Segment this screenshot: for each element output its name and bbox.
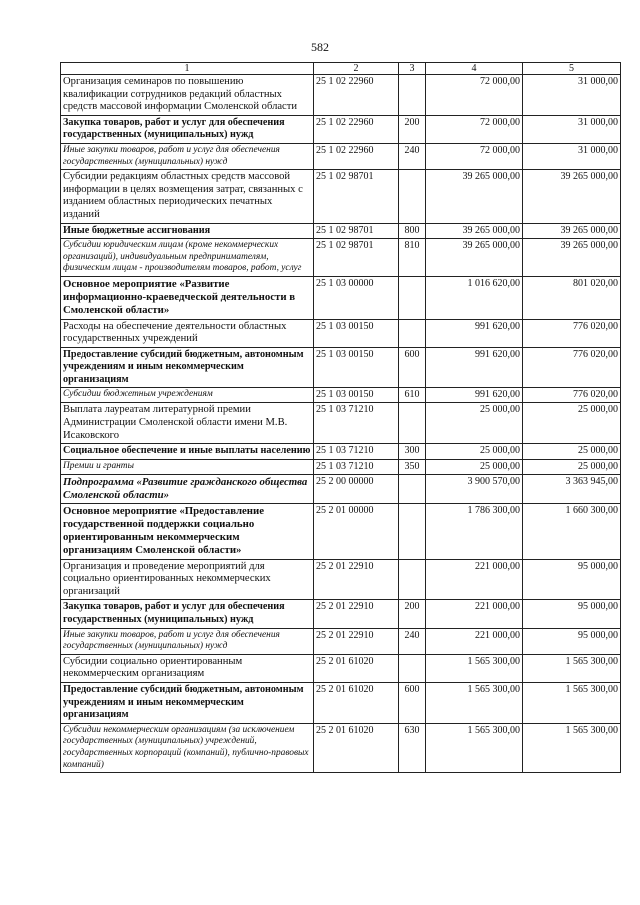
- table-row: [61, 223, 621, 239]
- table-row: [61, 683, 621, 724]
- expense-type-cell: [399, 654, 426, 682]
- amount-year1-cell: 25 000,00: [426, 403, 523, 444]
- target-code-cell: 25 1 03 71210: [314, 459, 399, 474]
- table-row: [61, 347, 621, 388]
- amount-year2-cell: 3 363 945,00: [523, 474, 621, 503]
- amount-year2-cell: 39 265 000,00: [523, 239, 621, 277]
- amount-year1-cell: 1 565 300,00: [426, 723, 523, 772]
- amount-year2-cell: 95 000,00: [523, 559, 621, 600]
- amount-year2-cell: 31 000,00: [523, 75, 621, 116]
- target-code-cell: 25 2 01 61020: [314, 654, 399, 682]
- amount-year2-cell: 39 265 000,00: [523, 223, 621, 239]
- amount-year2-cell: 31 000,00: [523, 143, 621, 169]
- expense-type-cell: [399, 474, 426, 503]
- amount-year1-cell: 39 265 000,00: [426, 170, 523, 223]
- expense-type-cell: 200: [399, 600, 426, 628]
- target-code-cell: 25 2 01 00000: [314, 503, 399, 559]
- table-row: [61, 143, 621, 169]
- amount-year1-cell: 3 900 570,00: [426, 474, 523, 503]
- expense-type-cell: 610: [399, 388, 426, 403]
- amount-year1-cell: 39 265 000,00: [426, 223, 523, 239]
- expense-type-cell: [399, 75, 426, 116]
- row-name-cell: Иные закупки товаров, работ и услуг для обеспечения государственных (муниципальных) нужд: [61, 143, 314, 169]
- table-row: [61, 654, 621, 682]
- target-code-cell: 25 1 02 22960: [314, 115, 399, 143]
- amount-year2-cell: 776 020,00: [523, 347, 621, 388]
- expense-type-cell: 300: [399, 444, 426, 460]
- expense-type-cell: 350: [399, 459, 426, 474]
- row-name-cell: Основное мероприятие «Развитие информационно-краеведческой деятельности в Смоленской области»: [61, 276, 314, 319]
- amount-year2-cell: 776 020,00: [523, 388, 621, 403]
- row-name-cell: Подпрограмма «Развитие гражданского общества Смоленской области»: [61, 474, 314, 503]
- amount-year2-cell: 25 000,00: [523, 403, 621, 444]
- target-code-cell: 25 2 01 22910: [314, 628, 399, 654]
- amount-year1-cell: 1 565 300,00: [426, 654, 523, 682]
- table-row: [61, 403, 621, 444]
- amount-year1-cell: 991 620,00: [426, 347, 523, 388]
- table-row: [61, 459, 621, 474]
- row-name-cell: Премии и гранты: [61, 459, 314, 474]
- table-row: [61, 75, 621, 116]
- amount-year1-cell: 1 565 300,00: [426, 683, 523, 724]
- amount-year1-cell: 72 000,00: [426, 143, 523, 169]
- expense-type-cell: [399, 170, 426, 223]
- table-row: [61, 239, 621, 277]
- expense-type-cell: [399, 276, 426, 319]
- amount-year2-cell: 39 265 000,00: [523, 170, 621, 223]
- target-code-cell: 25 2 01 22910: [314, 600, 399, 628]
- target-code-cell: 25 1 03 00000: [314, 276, 399, 319]
- target-code-cell: 25 1 03 71210: [314, 403, 399, 444]
- row-name-cell: Организация семинаров по повышению квалификации сотрудников редакций областных средств массовой информации Смоленской области: [61, 75, 314, 116]
- table-row: [61, 628, 621, 654]
- amount-year1-cell: 72 000,00: [426, 75, 523, 116]
- expense-type-cell: [399, 403, 426, 444]
- table-row: [61, 170, 621, 223]
- target-code-cell: 25 2 00 00000: [314, 474, 399, 503]
- row-name-cell: Организация и проведение мероприятий для социально ориентированных некоммерческих организаций: [61, 559, 314, 600]
- row-name-cell: Иные бюджетные ассигнования: [61, 223, 314, 239]
- target-code-cell: 25 2 01 61020: [314, 683, 399, 724]
- table-header-row: [61, 63, 621, 75]
- row-name-cell: Предоставление субсидий бюджетным, автономным учреждениям и иным некоммерческим организациям: [61, 683, 314, 724]
- amount-year1-cell: 221 000,00: [426, 628, 523, 654]
- row-name-cell: Субсидии социально ориентированным некоммерческим организациям: [61, 654, 314, 682]
- target-code-cell: 25 1 02 98701: [314, 223, 399, 239]
- target-code-cell: 25 1 03 00150: [314, 388, 399, 403]
- target-code-cell: 25 1 03 00150: [314, 347, 399, 388]
- column-header-5: 5: [523, 63, 621, 75]
- table-row: [61, 559, 621, 600]
- amount-year1-cell: 221 000,00: [426, 559, 523, 600]
- column-header-2: 2: [314, 63, 399, 75]
- target-code-cell: 25 1 02 98701: [314, 170, 399, 223]
- expense-type-cell: 630: [399, 723, 426, 772]
- table-row: [61, 600, 621, 628]
- amount-year1-cell: 25 000,00: [426, 459, 523, 474]
- amount-year2-cell: 1 660 300,00: [523, 503, 621, 559]
- amount-year2-cell: 31 000,00: [523, 115, 621, 143]
- budget-table: [60, 62, 621, 773]
- target-code-cell: 25 1 03 00150: [314, 319, 399, 347]
- row-name-cell: Расходы на обеспечение деятельности областных государственных учреждений: [61, 319, 314, 347]
- row-name-cell: Закупка товаров, работ и услуг для обеспечения государственных (муниципальных) нужд: [61, 115, 314, 143]
- row-name-cell: Субсидии некоммерческим организациям (за исключением государственных (муниципальных) учреждений, государственных корпораций (компаний), публично-правовых компаний): [61, 723, 314, 772]
- amount-year2-cell: 776 020,00: [523, 319, 621, 347]
- expense-type-cell: 240: [399, 143, 426, 169]
- row-name-cell: Выплата лауреатам литературной премии Администрации Смоленской области имени М.В. Исаковского: [61, 403, 314, 444]
- table-row: [61, 388, 621, 403]
- amount-year1-cell: 72 000,00: [426, 115, 523, 143]
- row-name-cell: Субсидии редакциям областных средств массовой информации в целях возмещения затрат, связанных с изданием областных периодических печатных изданий: [61, 170, 314, 223]
- row-name-cell: Закупка товаров, работ и услуг для обеспечения государственных (муниципальных) нужд: [61, 600, 314, 628]
- row-name-cell: Основное мероприятие «Предоставление государственной поддержки социально ориентированным некоммерческим организациям Смоленской области»: [61, 503, 314, 559]
- expense-type-cell: 810: [399, 239, 426, 277]
- amount-year2-cell: 1 565 300,00: [523, 654, 621, 682]
- amount-year2-cell: 801 020,00: [523, 276, 621, 319]
- amount-year1-cell: 221 000,00: [426, 600, 523, 628]
- amount-year1-cell: 1 786 300,00: [426, 503, 523, 559]
- target-code-cell: 25 1 02 98701: [314, 239, 399, 277]
- row-name-cell: Субсидии юридическим лицам (кроме некоммерческих организаций), индивидуальным предпринимателям, физическим лицам - производителям товаров, работ, услуг: [61, 239, 314, 277]
- expense-type-cell: [399, 503, 426, 559]
- amount-year1-cell: 39 265 000,00: [426, 239, 523, 277]
- table-row: [61, 319, 621, 347]
- amount-year2-cell: 25 000,00: [523, 444, 621, 460]
- target-code-cell: 25 1 03 71210: [314, 444, 399, 460]
- amount-year2-cell: 25 000,00: [523, 459, 621, 474]
- expense-type-cell: [399, 319, 426, 347]
- expense-type-cell: [399, 559, 426, 600]
- amount-year1-cell: 25 000,00: [426, 444, 523, 460]
- table-row: [61, 276, 621, 319]
- amount-year2-cell: 1 565 300,00: [523, 723, 621, 772]
- table-row: [61, 474, 621, 503]
- expense-type-cell: 240: [399, 628, 426, 654]
- table-row: [61, 723, 621, 772]
- row-name-cell: Предоставление субсидий бюджетным, автономным учреждениям и иным некоммерческим организациям: [61, 347, 314, 388]
- table-row: [61, 115, 621, 143]
- amount-year2-cell: 1 565 300,00: [523, 683, 621, 724]
- amount-year1-cell: 991 620,00: [426, 388, 523, 403]
- page-number: 582: [311, 40, 329, 54]
- target-code-cell: 25 2 01 61020: [314, 723, 399, 772]
- table-row: [61, 444, 621, 460]
- column-header-1: 1: [61, 63, 314, 75]
- expense-type-cell: 200: [399, 115, 426, 143]
- expense-type-cell: 800: [399, 223, 426, 239]
- target-code-cell: 25 1 02 22960: [314, 143, 399, 169]
- table-row: [61, 503, 621, 559]
- column-header-3: 3: [399, 63, 426, 75]
- column-header-4: 4: [426, 63, 523, 75]
- row-name-cell: Социальное обеспечение и иные выплаты населению: [61, 444, 314, 460]
- target-code-cell: 25 2 01 22910: [314, 559, 399, 600]
- expense-type-cell: 600: [399, 683, 426, 724]
- amount-year2-cell: 95 000,00: [523, 628, 621, 654]
- row-name-cell: Иные закупки товаров, работ и услуг для обеспечения государственных (муниципальных) нужд: [61, 628, 314, 654]
- amount-year1-cell: 991 620,00: [426, 319, 523, 347]
- amount-year1-cell: 1 016 620,00: [426, 276, 523, 319]
- target-code-cell: 25 1 02 22960: [314, 75, 399, 116]
- amount-year2-cell: 95 000,00: [523, 600, 621, 628]
- row-name-cell: Субсидии бюджетным учреждениям: [61, 388, 314, 403]
- expense-type-cell: 600: [399, 347, 426, 388]
